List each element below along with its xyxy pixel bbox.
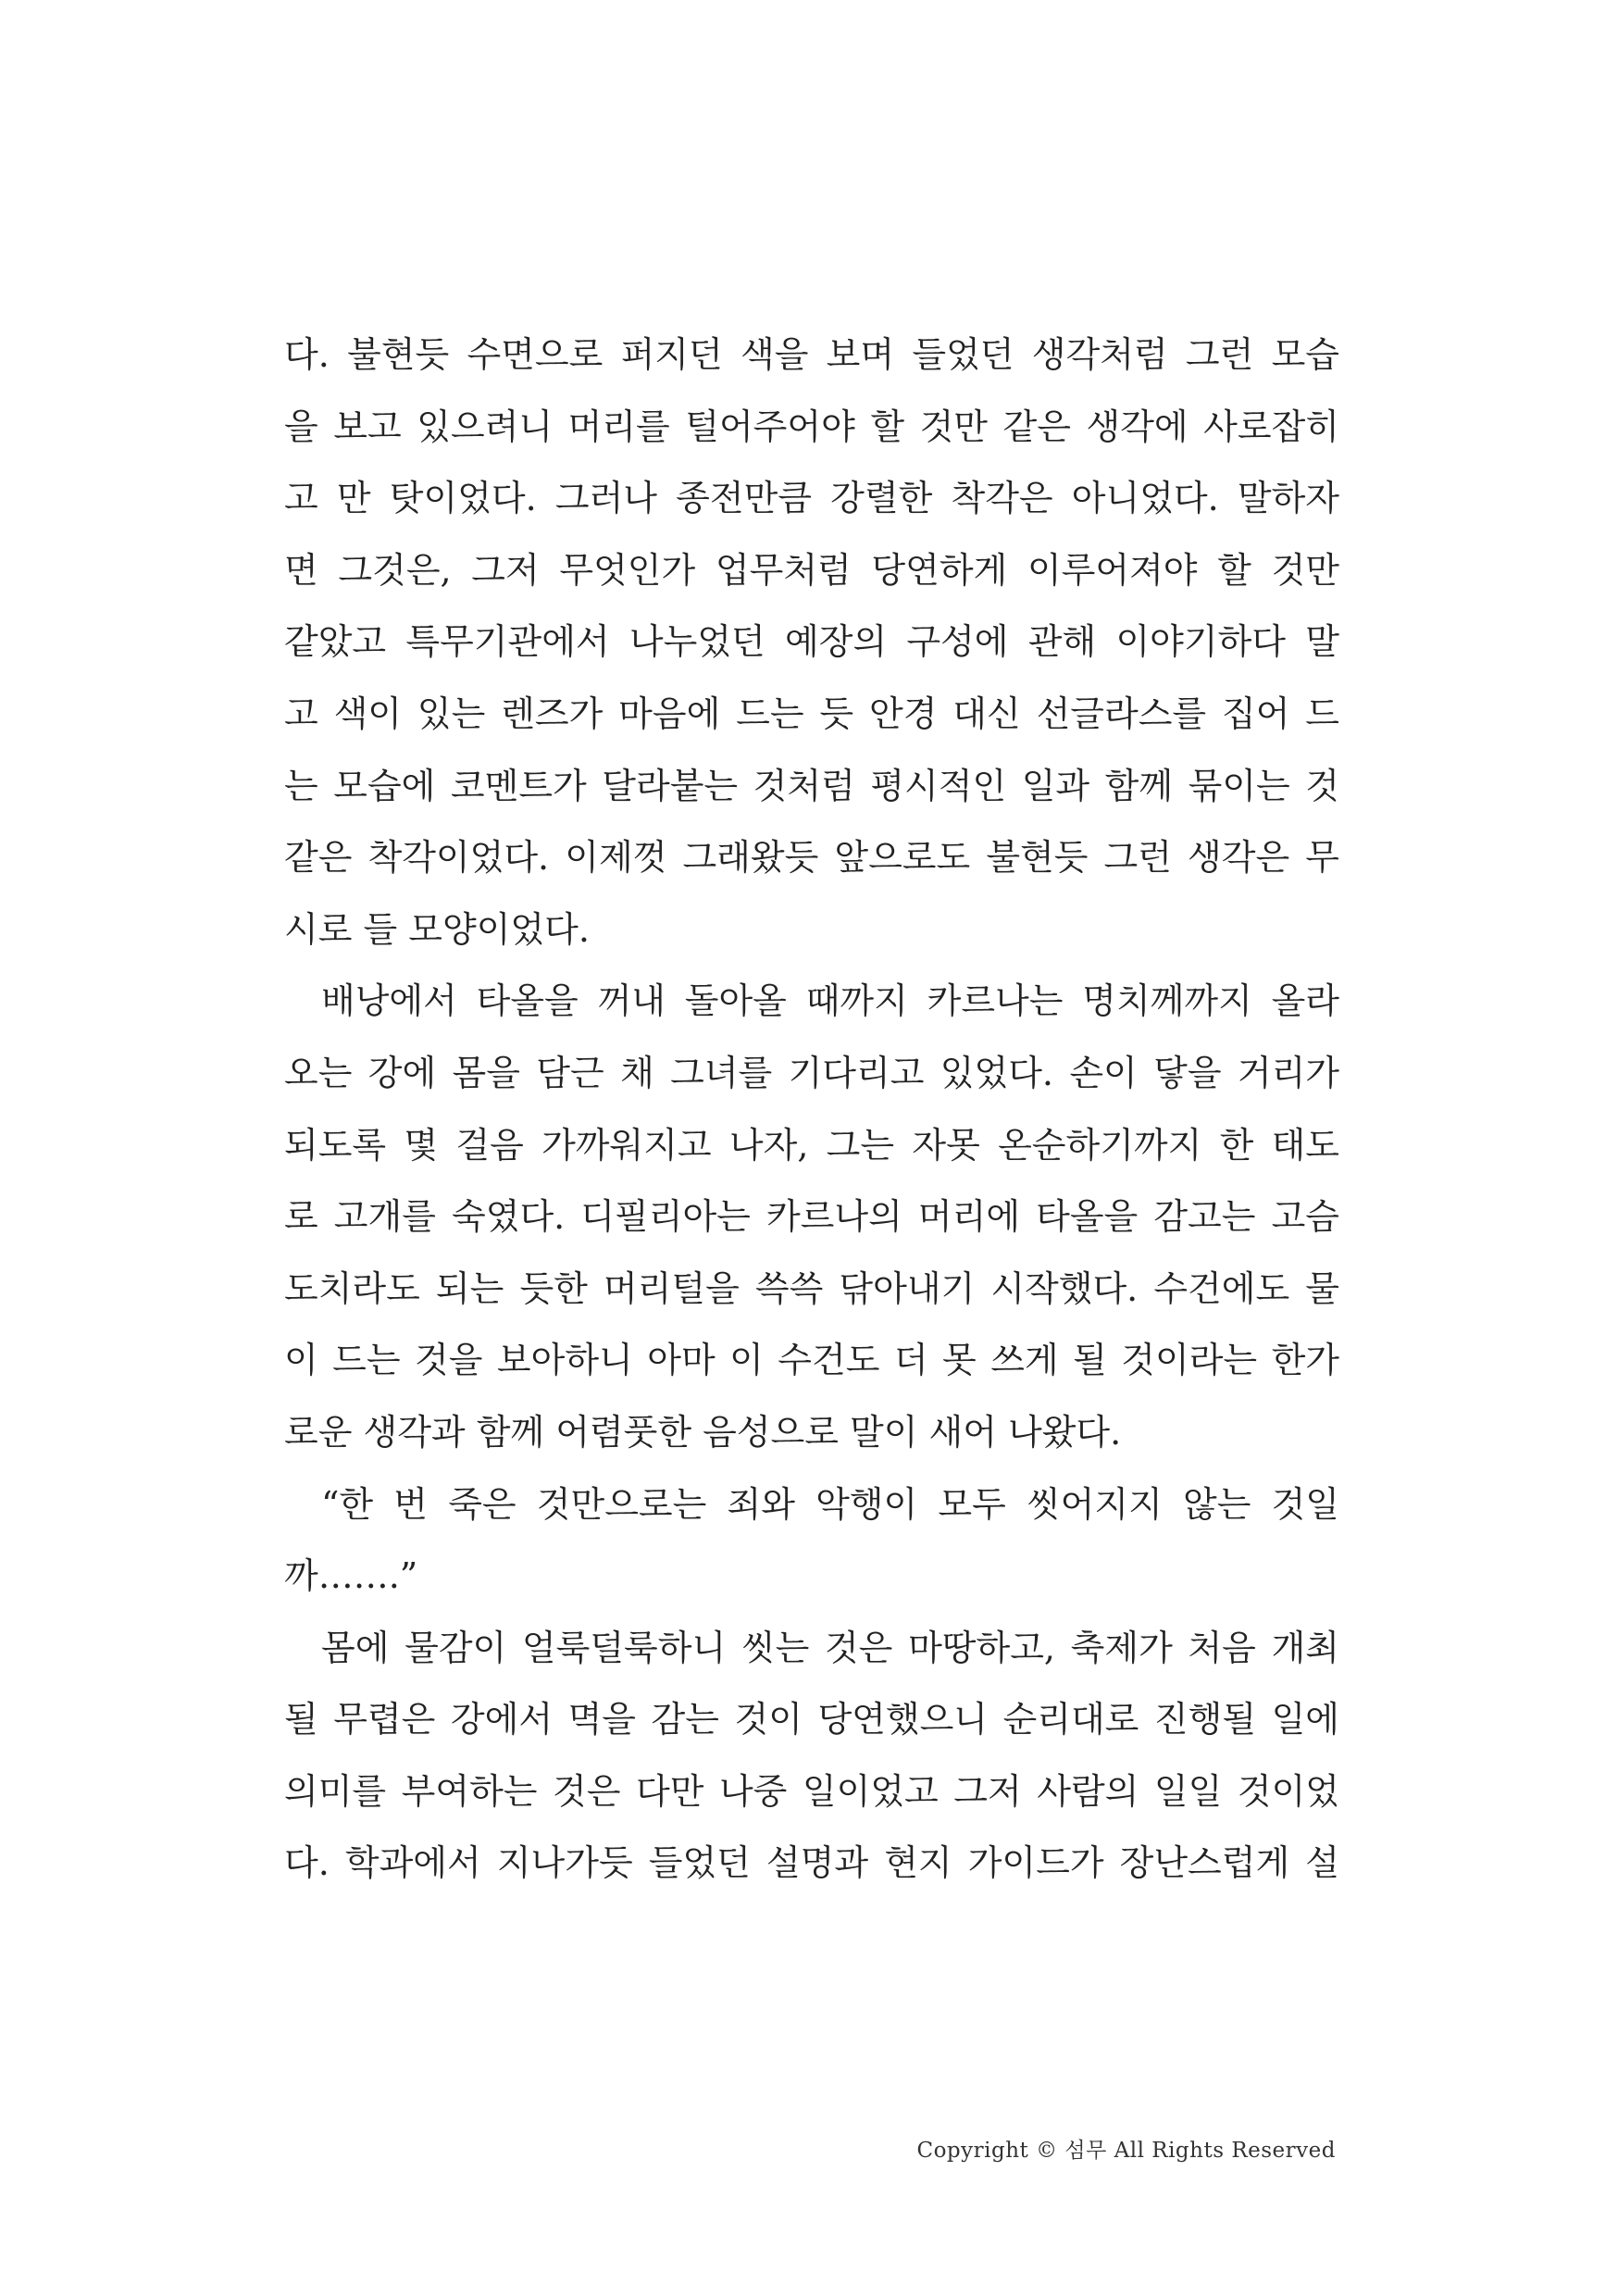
text-line: 을 보고 있으려니 머리를 털어주어야 할 것만 같은 생각에 사로잡히 [284, 406, 1339, 447]
text-line: 시로 들 모양이었다. [284, 908, 590, 950]
text-line: 같은 착각이었다. 이제껏 그래왔듯 앞으로도 불현듯 그런 생각은 무 [284, 837, 1339, 879]
text-line: 될 무렵은 강에서 멱을 감는 것이 당연했으니 순리대로 진행될 일에 [284, 1699, 1339, 1741]
text-line: 몸에 물감이 얼룩덜룩하니 씻는 것은 마땅하고, 축제가 처음 개최 [321, 1627, 1339, 1668]
body-text [284, 319, 1339, 1900]
text-line: 다. 불현듯 수면으로 퍼지던 색을 보며 들었던 생각처럼 그런 모습 [284, 334, 1339, 375]
text-line: 되도록 몇 걸음 가까워지고 나자, 그는 자못 온순하기까지 한 태도 [284, 1124, 1339, 1166]
text-line: 배낭에서 타올을 꺼내 돌아올 때까지 카르나는 명치께까지 올라 [321, 980, 1339, 1022]
text-line: 고 색이 있는 렌즈가 마음에 드는 듯 안경 대신 선글라스를 집어 드 [284, 693, 1339, 734]
text-line: 오는 강에 몸을 담근 채 그녀를 기다리고 있었다. 손이 닿을 거리가 [284, 1052, 1339, 1093]
text-line: 로 고개를 숙였다. 디필리아는 카르나의 머리에 타올을 감고는 고슴 [284, 1196, 1339, 1238]
text-line: 까…….” [284, 1555, 418, 1597]
text-line: 고 만 탓이었다. 그러나 종전만큼 강렬한 착각은 아니었다. 말하자 [284, 478, 1339, 519]
text-line: 이 드는 것을 보아하니 아마 이 수건도 더 못 쓰게 될 것이라는 한가 [284, 1340, 1339, 1381]
text-line: 같았고 특무기관에서 나누었던 예장의 구성에 관해 이야기하다 말 [284, 621, 1339, 663]
text-line: 의미를 부여하는 것은 다만 나중 일이었고 그저 사람의 일일 것이었 [284, 1770, 1339, 1812]
text-line: 로운 생각과 함께 어렴풋한 음성으로 말이 새어 나왔다. [284, 1411, 1122, 1453]
text-line: 다. 학과에서 지나가듯 들었던 설명과 현지 가이드가 장난스럽게 설 [284, 1842, 1339, 1884]
text-line: “한 번 죽은 것만으로는 죄와 악행이 모두 씻어지지 않는 것일 [321, 1483, 1339, 1525]
text-line: 면 그것은, 그저 무엇인가 업무처럼 당연하게 이루어져야 할 것만 [284, 549, 1339, 591]
copyright-notice: Copyright © 섬무 All Rights Reserved [916, 2139, 1336, 2163]
text-line: 도치라도 되는 듯한 머리털을 쓱쓱 닦아내기 시작했다. 수건에도 물 [284, 1267, 1339, 1309]
text-line: 는 모습에 코멘트가 달라붙는 것처럼 평시적인 일과 함께 묶이는 것 [284, 765, 1339, 806]
